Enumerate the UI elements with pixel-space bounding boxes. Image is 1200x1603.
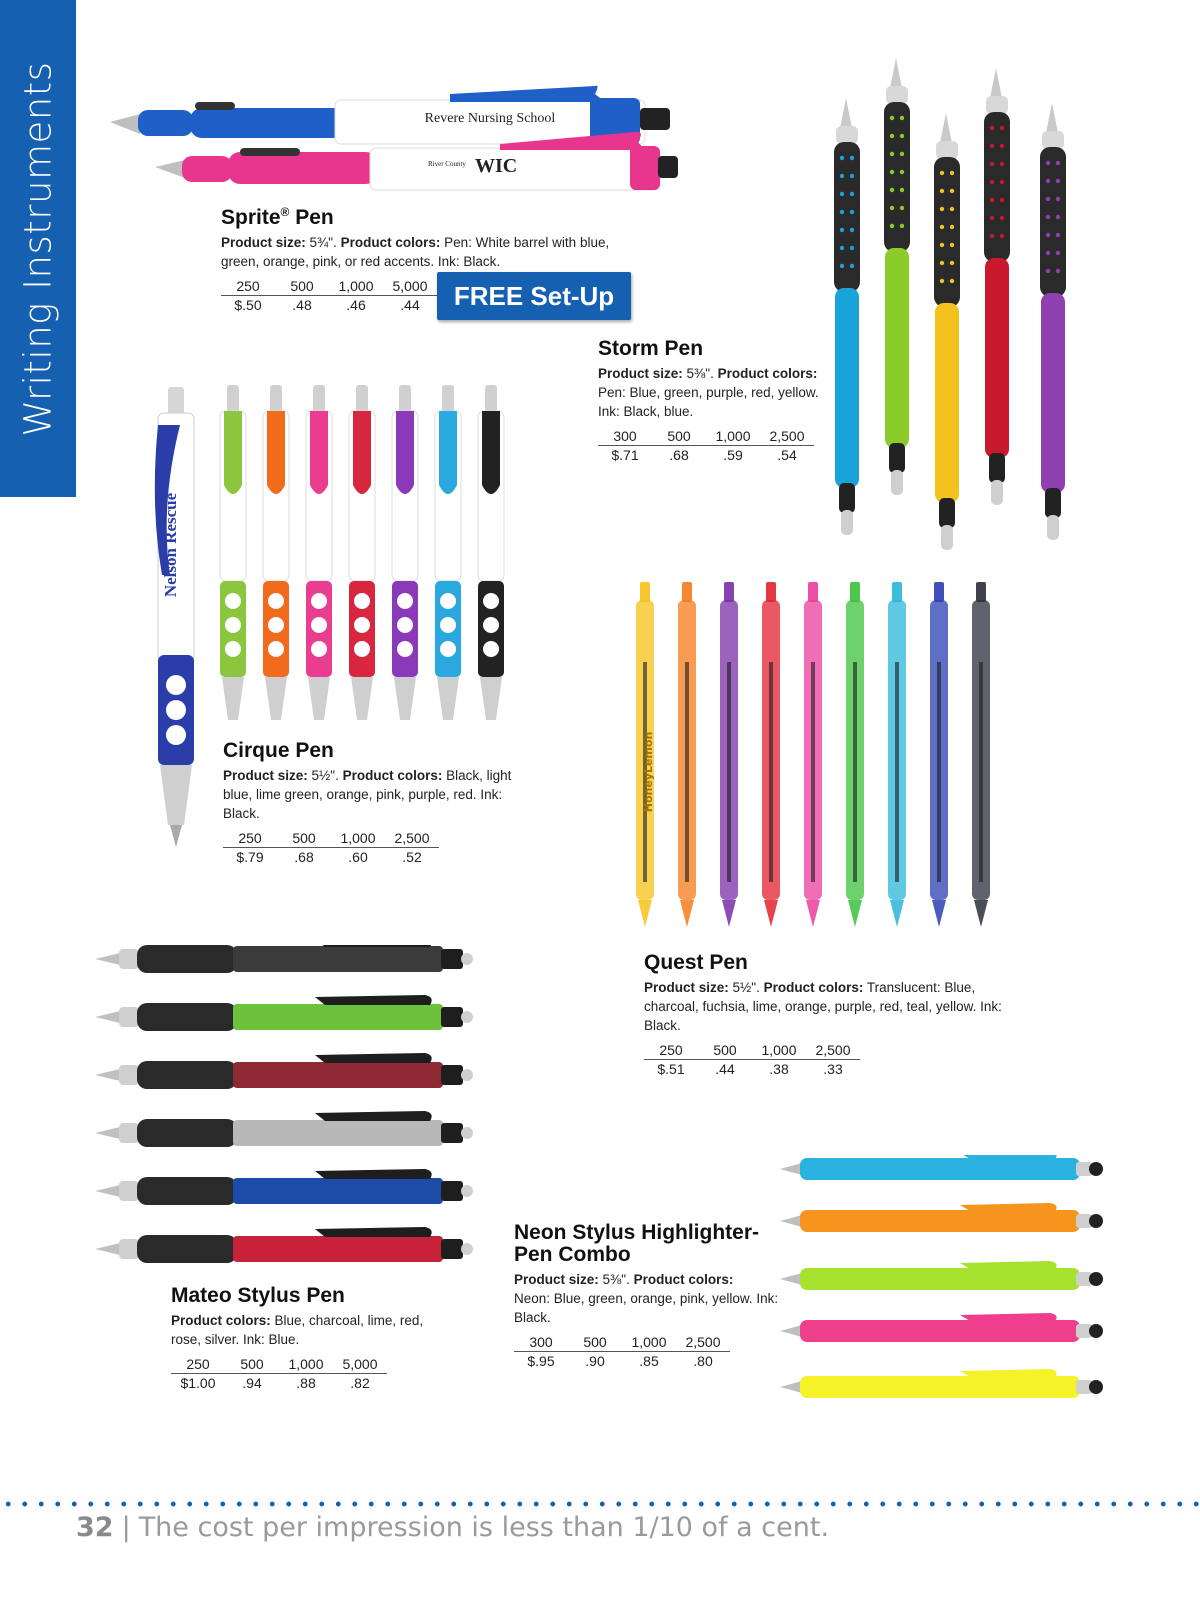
- size-value: 5½".: [732, 980, 760, 996]
- colors-value: Translucent: Blue, charcoal, fuchsia, lime, orange, purple, red, teal, yellow. Ink: Black.: [644, 980, 1002, 1034]
- storm-pen-block: [598, 338, 838, 464]
- quest-description: [644, 978, 1004, 1035]
- size-value: 5⅜".: [686, 366, 714, 382]
- neon-price-table: [514, 1333, 730, 1370]
- page-number: 32: [76, 1512, 114, 1543]
- mateo-pen: [95, 995, 473, 1031]
- quantity-cell: 1,000: [706, 427, 760, 446]
- quest-pen: [720, 582, 738, 927]
- footer-separator: |: [121, 1512, 131, 1543]
- quest-pen: [804, 582, 822, 927]
- mateo-pen: [95, 1227, 473, 1263]
- neon-pen: [780, 1155, 1103, 1180]
- sprite-imprint-1: Revere Nursing School: [424, 111, 556, 126]
- cirque-pen-block: [223, 740, 523, 866]
- price-cell: .33: [823, 1061, 843, 1078]
- quantity-cell: 5,000: [383, 277, 437, 296]
- storm-pen: [834, 98, 860, 535]
- cirque-title: Cirque Pen: [223, 739, 334, 762]
- footer-dotted-rule: [0, 1500, 1200, 1508]
- price-cell: .48: [292, 297, 312, 314]
- storm-title: Storm Pen: [598, 337, 704, 360]
- mateo-pen: [95, 1053, 473, 1089]
- price-cell: .52: [402, 849, 422, 866]
- price-cell: .80: [693, 1353, 713, 1370]
- price-cell: .68: [294, 849, 314, 866]
- cirque-pen: [306, 385, 332, 720]
- colors-label: Product colors:: [763, 980, 864, 996]
- price-cell: $.51: [657, 1061, 685, 1078]
- size-value: 5¾".: [309, 235, 337, 251]
- price-cell: $.95: [527, 1353, 555, 1370]
- size-label: Product size:: [221, 235, 306, 251]
- colors-label: Product colors:: [342, 768, 443, 784]
- neon-pen: [780, 1369, 1103, 1398]
- cirque-pen: [349, 385, 375, 720]
- mateo-pen-image: [95, 945, 485, 1285]
- quest-pen-image: [630, 582, 990, 942]
- quantity-cell: 2,500: [760, 427, 814, 446]
- sprite-title: [221, 206, 641, 229]
- quest-pen: [762, 582, 780, 927]
- quest-pen: [930, 582, 948, 927]
- storm-pen: [984, 68, 1010, 505]
- storm-pen: [1040, 103, 1066, 540]
- quantity-cell: 500: [277, 829, 331, 848]
- sprite-price-table: [221, 277, 437, 314]
- colors-value: Blue, charcoal, lime, red, rose, silver. Ink: Blue.: [171, 1313, 424, 1348]
- cirque-pen: [478, 385, 504, 720]
- sprite-title-suffix: Pen: [295, 206, 334, 229]
- free-setup-badge: FREE Set-Up: [437, 272, 631, 320]
- price-cell: $1.00: [180, 1375, 216, 1392]
- price-cell: $.71: [611, 447, 639, 464]
- size-label: Product size:: [598, 366, 683, 382]
- mateo-pen: [95, 1111, 473, 1147]
- price-cell: .85: [639, 1353, 659, 1370]
- cirque-description: [223, 766, 523, 823]
- quantity-cell: 1,000: [622, 1333, 676, 1352]
- neon-description: [514, 1270, 784, 1327]
- sprite-title-text: Sprite: [221, 206, 281, 229]
- quantity-cell: 1,000: [331, 829, 385, 848]
- quest-pen: [888, 582, 906, 927]
- quest-title: Quest Pen: [644, 951, 748, 974]
- price-cell: .82: [350, 1375, 370, 1392]
- colors-label: Product colors:: [340, 235, 441, 251]
- quest-pen: [678, 582, 696, 927]
- sprite-pen-image: [100, 72, 680, 200]
- section-tab: [0, 0, 76, 497]
- page-footer: [76, 1512, 829, 1543]
- colors-label: Product colors:: [171, 1313, 271, 1329]
- cirque-pen: [263, 385, 289, 720]
- quantity-cell: 250: [644, 1041, 698, 1060]
- quantity-cell: 250: [171, 1355, 225, 1374]
- colors-value: Black, light blue, lime green, orange, pink, purple, red. Ink: Black.: [223, 768, 512, 822]
- quantity-cell: 500: [275, 277, 329, 296]
- neon-pen-block: [514, 1222, 784, 1370]
- mateo-description: [171, 1311, 431, 1349]
- price-cell: .44: [400, 297, 420, 314]
- price-cell: .94: [242, 1375, 262, 1392]
- price-cell: .68: [669, 447, 689, 464]
- quantity-cell: 1,000: [279, 1355, 333, 1374]
- cirque-pen: [392, 385, 418, 720]
- price-cell: .60: [348, 849, 368, 866]
- storm-pen-image: [820, 58, 1120, 568]
- quantity-cell: 2,500: [806, 1041, 860, 1060]
- quantity-cell: 500: [225, 1355, 279, 1374]
- quantity-cell: 2,500: [385, 829, 439, 848]
- mateo-price-table: [171, 1355, 387, 1392]
- price-cell: .38: [769, 1061, 789, 1078]
- storm-imprint: DOWNSVILLE FIRE & RESCUE: [1019, 268, 1032, 448]
- size-label: Product size:: [644, 980, 729, 996]
- sprite-description: [221, 233, 641, 271]
- price-cell: $.79: [236, 849, 264, 866]
- quantity-cell: 500: [568, 1333, 622, 1352]
- quest-price-table: [644, 1041, 860, 1078]
- sprite-pen-blue: [110, 86, 670, 144]
- quantity-cell: 300: [514, 1333, 568, 1352]
- cirque-pen-imprinted: [155, 387, 194, 847]
- size-label: Product size:: [223, 768, 308, 784]
- size-value: 5½".: [311, 768, 339, 784]
- quantity-cell: 300: [598, 427, 652, 446]
- size-value: 5⅜".: [602, 1272, 630, 1288]
- mateo-pen: [95, 945, 473, 973]
- storm-pen: [884, 58, 910, 495]
- colors-value: Pen: Blue, green, purple, red, yellow. Ink: Black, blue.: [598, 385, 819, 420]
- cirque-price-table: [223, 829, 439, 866]
- registered-mark: ®: [280, 205, 290, 219]
- quantity-cell: 1,000: [329, 277, 383, 296]
- sprite-imprint-2-small: River County: [428, 160, 466, 168]
- neon-pen: [780, 1261, 1103, 1290]
- colors-value: Pen: White barrel with blue, green, orange, pink, or red accents. Ink: Black.: [221, 235, 610, 270]
- cirque-imprint: Nelson Rescue: [161, 492, 180, 598]
- price-cell: .46: [346, 297, 366, 314]
- storm-price-table: [598, 427, 814, 464]
- sprite-imprint-2-big: WIC: [475, 155, 518, 177]
- storm-pen: [934, 113, 960, 550]
- quest-imprint: HoneyLemon: [642, 731, 655, 813]
- price-cell: .90: [585, 1353, 605, 1370]
- price-cell: .44: [715, 1061, 735, 1078]
- neon-pen: [780, 1313, 1103, 1342]
- section-tab-label: Writing Instruments: [16, 61, 60, 436]
- price-cell: $.50: [234, 297, 262, 314]
- cirque-pen: [220, 385, 246, 720]
- neon-title-line-1: Neon Stylus Highlighter-: [514, 1221, 760, 1244]
- size-label: Product size:: [514, 1272, 599, 1288]
- quest-pen-block: [644, 952, 1004, 1078]
- neon-title: [514, 1222, 784, 1266]
- colors-value: Neon: Blue, green, orange, pink, yellow. Ink: Black.: [514, 1291, 779, 1326]
- quantity-cell: 2,500: [676, 1333, 730, 1352]
- footer-tagline: The cost per impression is less than 1/10 of a cent.: [138, 1512, 830, 1543]
- price-cell: .54: [777, 447, 797, 464]
- quantity-cell: 250: [223, 829, 277, 848]
- quantity-cell: 500: [652, 427, 706, 446]
- neon-pen-image: [780, 1155, 1110, 1420]
- mateo-pen-block: [171, 1285, 431, 1392]
- quantity-cell: 5,000: [333, 1355, 387, 1374]
- storm-description: [598, 364, 838, 421]
- price-cell: .59: [723, 447, 743, 464]
- neon-pen: [780, 1203, 1103, 1232]
- quest-pen: [972, 582, 990, 927]
- price-cell: .88: [296, 1375, 316, 1392]
- mateo-title: Mateo Stylus Pen: [171, 1284, 345, 1307]
- colors-label: Product colors:: [633, 1272, 734, 1288]
- mateo-pen: [95, 1169, 473, 1205]
- quantity-cell: 500: [698, 1041, 752, 1060]
- neon-title-line-2: Pen Combo: [514, 1243, 631, 1267]
- quantity-cell: 1,000: [752, 1041, 806, 1060]
- colors-label: Product colors:: [717, 366, 818, 382]
- quest-pen: [846, 582, 864, 927]
- quantity-cell: 250: [221, 277, 275, 296]
- cirque-pen: [435, 385, 461, 720]
